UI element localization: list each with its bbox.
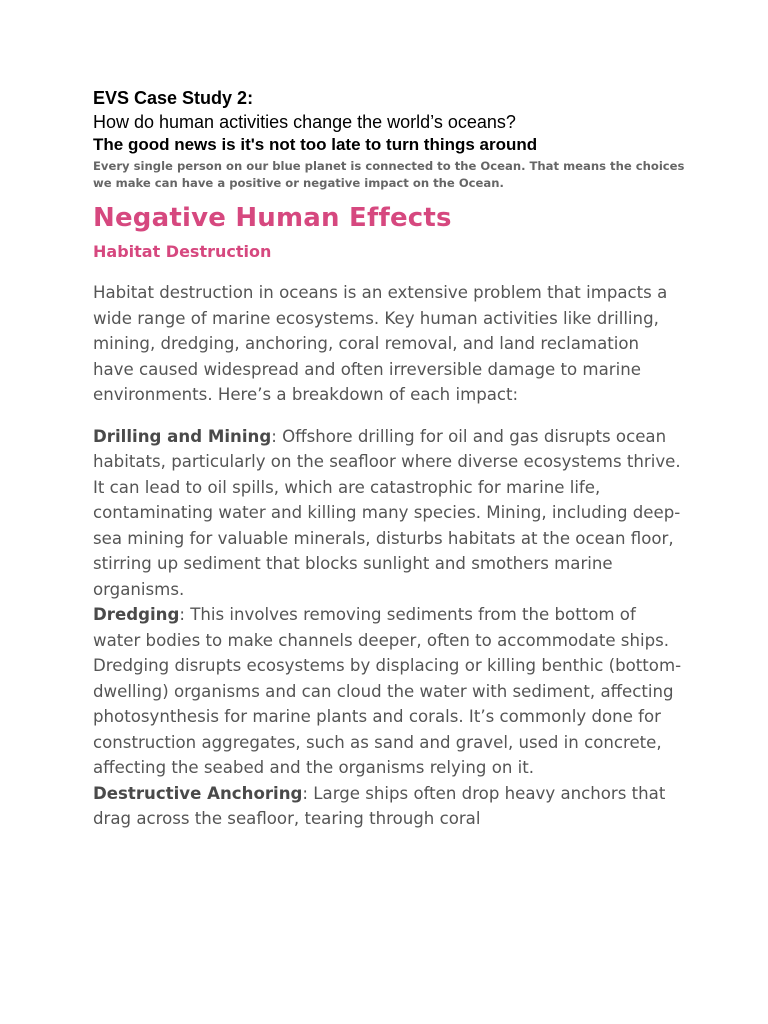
case-study-question: How do human activities change the world’s oceans? xyxy=(93,112,516,132)
item-text: : This involves removing sediments from the bottom of water bodies to make channels deeper, often to accommodate ships. Dredging disrupts ecosystems by displacing or killing benthic (bottom-dwelling) organisms and can cloud the water with sediment, affecting photosynthesis for marine plants and corals. It’s commonly done for construction aggregates, such as sand and gravel, used in concrete, affecting the seabed and the organisms relying on it. xyxy=(93,605,682,777)
item-text: : Offshore drilling for oil and gas disrupts ocean habitats, particularly on the seafloor where diverse ecosystems thrive. It can lead to oil spills, which are catastrophic for marine life, contaminating water and killing many species. Mining, including deep-sea mining for valuable minerals, disturbs habitats at the ocean floor, stirring up sediment that blocks sunlight and smothers marine organisms. xyxy=(93,426,681,599)
list-item xyxy=(93,781,683,832)
section-heading: Negative Human Effects xyxy=(93,203,452,233)
section-subheading: Habitat Destruction xyxy=(93,242,272,261)
intro-text: Every single person on our blue planet is connected to the Ocean. That means the choices we make can have a positive or negative impact on the Ocean. xyxy=(93,159,685,190)
document-content xyxy=(93,86,683,832)
item-term: Dredging xyxy=(93,605,180,624)
list-item xyxy=(93,602,683,781)
intro-paragraph: Habitat destruction in oceans is an extensive problem that impacts a wide range of marine ecosystems. Key human activities like drilling, mining, dredging, anchoring, coral removal, and land reclamation have caused widespread and often irreversible damage to marine environments. Here’s a breakdown of each impact: xyxy=(93,283,668,404)
case-study-title: EVS Case Study 2: xyxy=(93,88,254,108)
item-term: Destructive Anchoring xyxy=(93,783,303,803)
good-news-line: The good news is it's not too late to turn things around xyxy=(93,135,538,154)
item-text: : Large ships often drop heavy anchors that drag across the seafloor, tearing through coral xyxy=(93,783,666,828)
item-term: Drilling and Mining xyxy=(93,426,272,446)
list-item xyxy=(93,424,683,603)
